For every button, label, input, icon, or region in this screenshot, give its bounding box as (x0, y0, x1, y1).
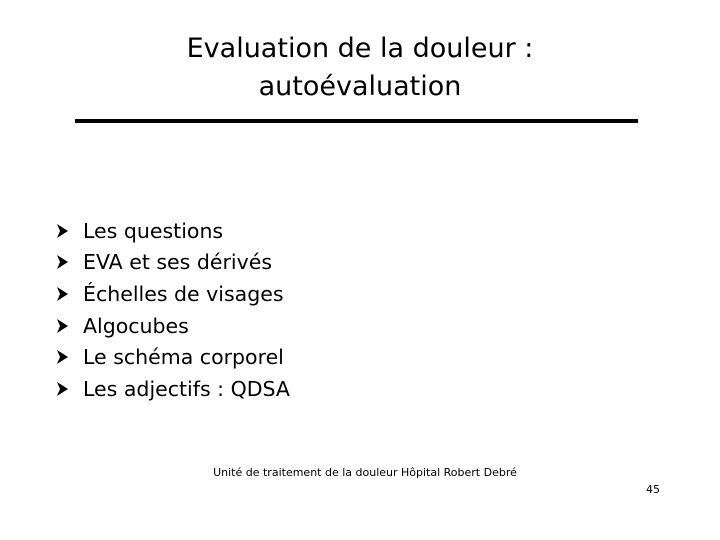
title-underline (75, 119, 638, 123)
bullet-label: EVA et ses dérivés (83, 250, 273, 275)
bullet-label: Le schéma corporel (83, 345, 284, 370)
bullet-item (55, 341, 290, 373)
title-line-2: autoévaluation (258, 71, 462, 102)
bullet-label: Algocubes (83, 313, 189, 338)
arrow-bullet-icon (55, 253, 83, 271)
arrow-bullet-icon (55, 317, 83, 335)
bullet-item (55, 278, 290, 310)
title-line-1: Evaluation de la douleur : (186, 33, 534, 64)
bullet-label: Échelles de visages (83, 281, 284, 306)
bullet-label: Les questions (83, 218, 224, 243)
arrow-bullet-icon (55, 380, 83, 398)
bullet-item (55, 215, 290, 247)
bullet-item (55, 310, 290, 342)
bullet-label: Les adjectifs : QDSA (83, 376, 290, 401)
page-number: 45 (646, 483, 660, 496)
arrow-bullet-icon (55, 348, 83, 366)
arrow-bullet-icon (55, 285, 83, 303)
bullet-item (55, 247, 290, 279)
bullet-item (55, 373, 290, 405)
arrow-bullet-icon (55, 222, 83, 240)
bullet-list (55, 215, 290, 405)
slide-title (120, 30, 600, 106)
slide-footer: Unité de traitement de la douleur Hôpital Robert Debré (213, 466, 517, 479)
